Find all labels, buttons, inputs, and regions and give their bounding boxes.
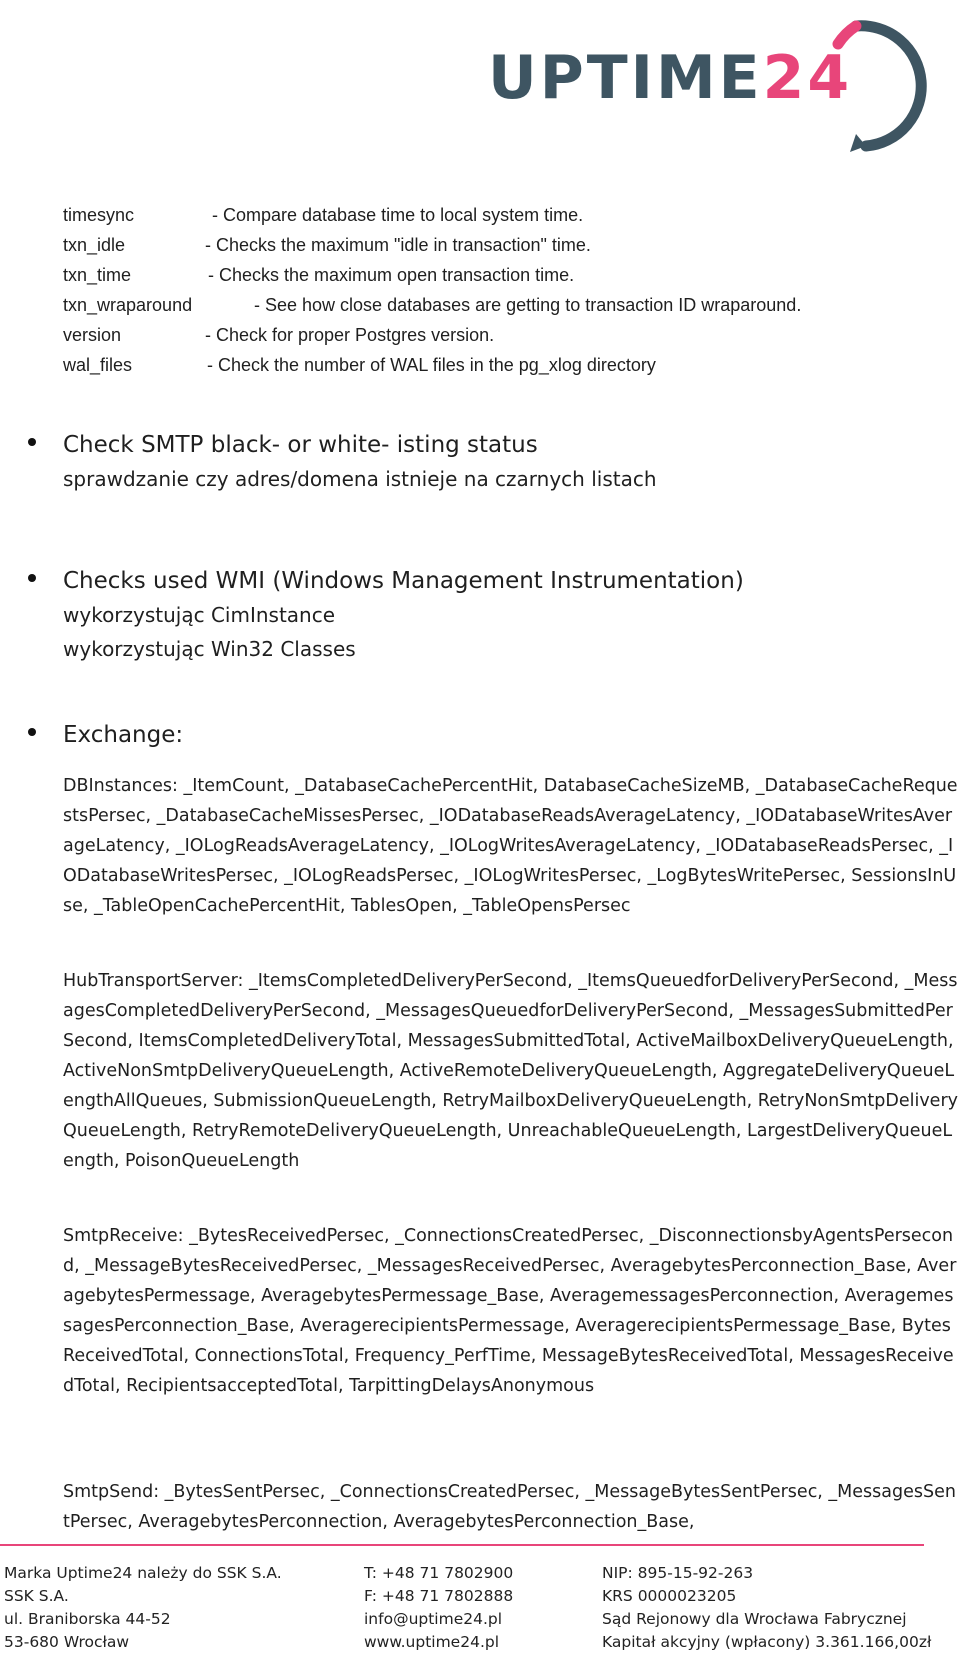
- footer-line: SSK S.A.: [4, 1587, 69, 1605]
- exchange-smtpsend-text: SmtpSend: _BytesSentPersec, _ConnectionsCreatedPersec, _MessageBytesSentPersec, _MessagesSentPersec, AveragebytesPerconnection, AveragebytesPerconnection_Base,: [63, 1482, 956, 1532]
- cmd-name: version: [63, 325, 122, 345]
- footer-contact: [364, 1562, 513, 1654]
- cmd-desc: - Check for proper Postgres version.: [205, 325, 495, 345]
- bullet-exchange: [63, 718, 183, 752]
- bullet-dot-icon: [28, 728, 36, 736]
- cmd-desc: - Check the number of WAL files in the pg_xlog directory: [207, 355, 656, 375]
- footer-line: Kapitał akcyjny (wpłacony) 3.361.166,00zł: [602, 1633, 932, 1651]
- cmd-name: wal_files: [63, 355, 133, 375]
- logo-ring-icon: [818, 4, 958, 160]
- cmd-name: txn_wraparound: [63, 295, 193, 315]
- bullet-line: wykorzystując CimInstance: [63, 603, 336, 627]
- footer-registry: [602, 1562, 931, 1654]
- uptime24-logo: [488, 4, 958, 160]
- footer-divider: [0, 1544, 924, 1546]
- bullet-title: Check SMTP black- or white- isting status: [63, 432, 538, 458]
- bullet-title: Exchange:: [63, 722, 184, 748]
- bullet-dot-icon: [28, 574, 36, 582]
- logo-wordmark: [488, 43, 853, 113]
- footer-line: Sąd Rejonowy dla Wrocława Fabrycznej: [602, 1610, 907, 1628]
- bullet-line: wykorzystując Win32 Classes: [63, 637, 356, 661]
- cmd-desc: - Checks the maximum open transaction time.: [208, 265, 575, 285]
- bullet-smtp: [63, 428, 657, 496]
- exchange-smtpreceive-text: SmtpReceive: _BytesReceivedPersec, _ConnectionsCreatedPersec, _DisconnectionsbyAgentsPersecond, _MessageBytesReceivedPersec, _MessagesReceivedPersec, AveragebytesPerconnection_Base, AveragebytesPermessage, AveragebytesPermessage_Base, AveragemessagesPerconnection, AveragemessagesPerconnection_Base, AveragerecipientsPermessage, AveragerecipientsPermessage_Base, BytesReceivedTotal, ConnectionsTotal, Frequency_PerfTime, MessageBytesReceivedTotal, MessagesReceivedTotal, RecipientsacceptedTotal, TarpittingDelaysAnonymous: [63, 1226, 957, 1396]
- footer-line: NIP: 895-15-92-263: [602, 1564, 754, 1582]
- exchange-dbinstances-text: DBInstances: _ItemCount, _DatabaseCachePercentHit, DatabaseCacheSizeMB, _DatabaseCacheRequestsPersec, _DatabaseCacheMissesPersec, _IODatabaseReadsAverageLatency, _IODatabaseWritesAverageLatency, _IOLogReadsAverageLatency, _IOLogWritesAverageLatency, _IODatabaseReadsPersec, _IODatabaseWritesPersec, _IOLogReadsPersec, _IOLogWritesPersec, _LogBytesWritePersec, SessionsInUse, _TableOpenCachePercentHit, TablesOpen, _TableOpensPersec: [63, 776, 958, 916]
- footer-line: KRS 0000023205: [602, 1587, 737, 1605]
- bullet-wmi: [63, 564, 744, 666]
- footer-line: ul. Braniborska 44-52: [4, 1610, 171, 1628]
- footer-line: 53-680 Wrocław: [4, 1633, 130, 1651]
- logo-brand-text: UPTIME: [488, 43, 763, 113]
- footer-email-link[interactable]: info@uptime24.pl: [364, 1610, 503, 1628]
- footer-website-link[interactable]: www.uptime24.pl: [364, 1633, 500, 1651]
- footer-company: [4, 1562, 282, 1654]
- exchange-hubtransport-text: HubTransportServer: _ItemsCompletedDeliveryPerSecond, _ItemsQueuedforDeliveryPerSecond, _MessagesCompletedDeliveryPerSecond, _MessagesQueuedforDeliveryPerSecond, _MessagesSubmittedPerSecond, ItemsCompletedDeliveryTotal, MessagesSubmittedTotal, ActiveMailboxDeliveryQueueLength, ActiveNonSmtpDeliveryQueueLength, ActiveRemoteDeliveryQueueLength, AggregateDeliveryQueueLengthAllQueues, SubmissionQueueLength, RetryMailboxDeliveryQueueLength, RetryNonSmtpDeliveryQueueLength, RetryRemoteDeliveryQueueLength, UnreachableQueueLength, LargestDeliveryQueueLength, PoisonQueueLength: [63, 971, 958, 1171]
- cmd-desc: - Compare database time to local system time.: [212, 205, 584, 225]
- cmd-desc: - See how close databases are getting to transaction ID wraparound.: [254, 295, 802, 315]
- footer-fax: F: +48 71 7802888: [364, 1587, 514, 1605]
- footer-phone: T: +48 71 7802900: [364, 1564, 514, 1582]
- cmd-name: timesync: [63, 205, 135, 225]
- bullet-line: sprawdzanie czy adres/domena istnieje na czarnych listach: [63, 467, 657, 491]
- logo-brand-number: 24: [762, 43, 853, 113]
- cmd-name: txn_idle: [63, 235, 126, 255]
- footer-line: Marka Uptime24 należy do SSK S.A.: [4, 1564, 282, 1582]
- bullet-dot-icon: [28, 438, 36, 446]
- bullet-title: Checks used WMI (Windows Management Instrumentation): [63, 568, 744, 594]
- cmd-desc: - Checks the maximum "idle in transaction" time.: [205, 235, 591, 255]
- cmd-name: txn_time: [63, 265, 132, 285]
